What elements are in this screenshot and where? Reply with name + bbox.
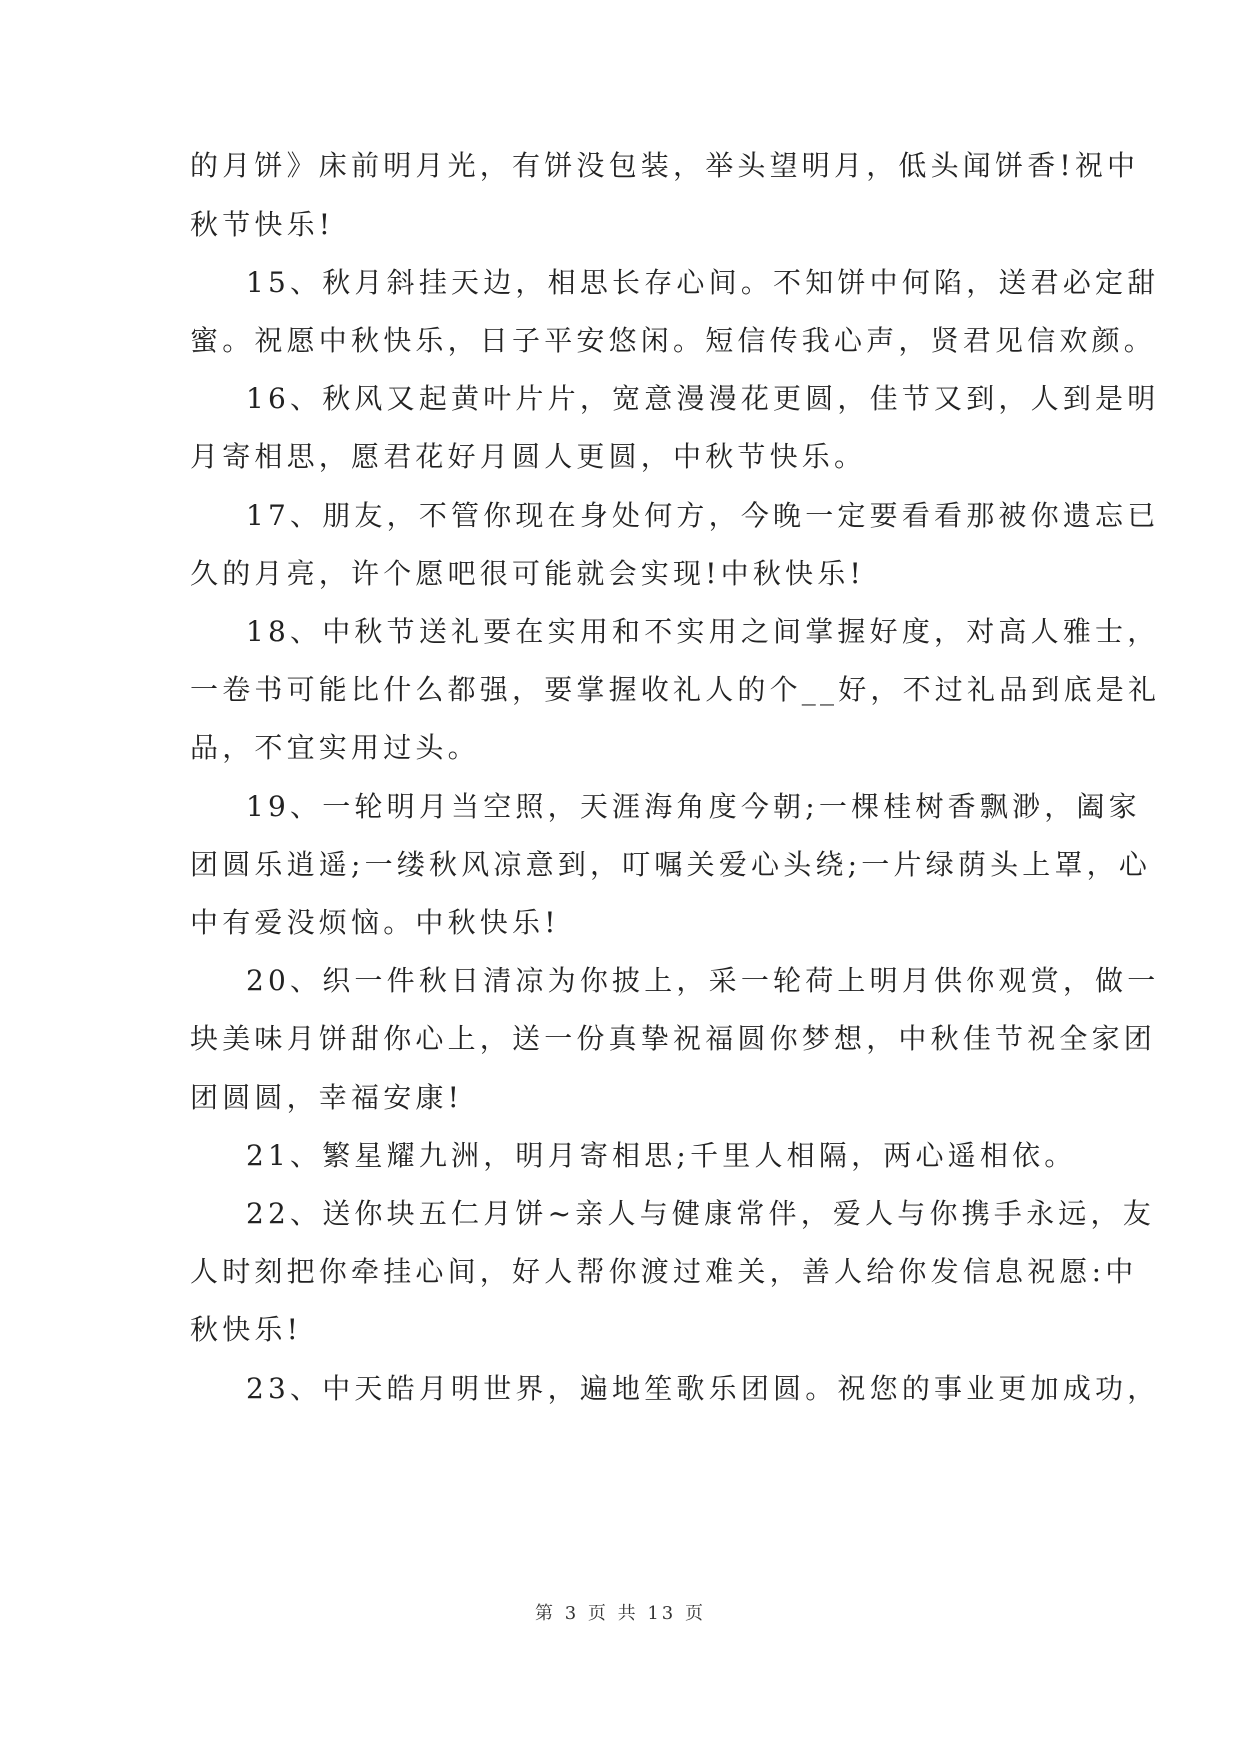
text-line: 15、秋月斜挂天边，相思长存心间。不知饼中何陷，送君必定甜 <box>246 266 1160 299</box>
text-line: 23、中天皓月明世界，遍地笙歌乐团圆。祝您的事业更加成功， <box>246 1372 1160 1405</box>
text-line: 团圆乐逍遥;一缕秋风凉意到，叮嘱关爱心头绕;一片绿荫头上罩，心 <box>190 848 1152 881</box>
text-line: 21、繁星耀九洲，明月寄相思;千里人相隔，两心遥相依。 <box>246 1139 1077 1172</box>
text-line: 16、秋风又起黄叶片片，宽意漫漫花更圆，佳节又到，人到是明 <box>246 382 1160 415</box>
text-line: 久的月亮，许个愿吧很可能就会实现!中秋快乐! <box>190 557 865 590</box>
text-line: 团圆圆，幸福安康! <box>190 1081 464 1114</box>
text-line: 的月饼》床前明月光，有饼没包装，举头望明月，低头闻饼香!祝中 <box>190 149 1140 182</box>
text-line: 一卷书可能比什么都强，要掌握收礼人的个__好，不过礼品到底是礼 <box>190 673 1161 706</box>
text-line: 20、织一件秋日清凉为你披上，采一轮荷上明月供你观赏，做一 <box>246 964 1160 997</box>
text-line: 秋快乐! <box>190 1313 303 1346</box>
text-line: 18、中秋节送礼要在实用和不实用之间掌握好度，对高人雅士， <box>246 615 1160 648</box>
text-line: 中有爱没烦恼。中秋快乐! <box>190 906 560 939</box>
text-line: 22、送你块五仁月饼~亲人与健康常伴，爱人与你携手永远，友 <box>246 1197 1155 1230</box>
text-line: 月寄相思，愿君花好月圆人更圆，中秋节快乐。 <box>190 440 867 473</box>
text-line: 秋节快乐! <box>190 208 335 241</box>
text-line: 17、朋友，不管你现在身处何方，今晚一定要看看那被你遗忘已 <box>246 499 1160 532</box>
page-footer: 第 3 页 共 13 页 <box>535 1603 706 1624</box>
text-line: 人时刻把你牵挂心间，好人帮你渡过难关，善人给你发信息祝愿:中 <box>190 1255 1138 1288</box>
text-line: 蜜。祝愿中秋快乐，日子平安悠闲。短信传我心声，贤君见信欢颜。 <box>190 324 1157 357</box>
text-line: 块美味月饼甜你心上，送一份真挚祝福圆你梦想，中秋佳节祝全家团 <box>190 1022 1157 1055</box>
text-line: 19、一轮明月当空照，天涯海角度今朝;一棵桂树香飘渺，阖家 <box>246 790 1141 823</box>
text-line: 品，不宜实用过头。 <box>190 731 480 764</box>
